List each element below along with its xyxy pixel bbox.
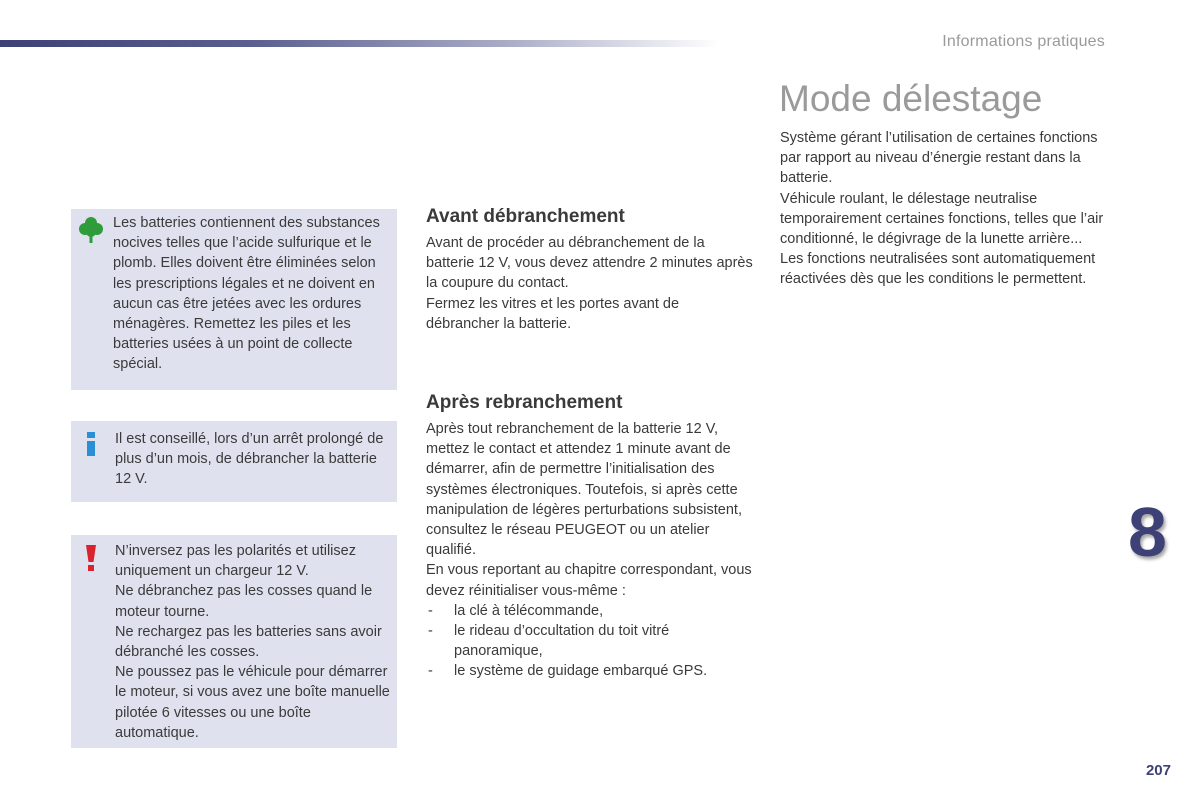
mode-title: Mode délestage: [779, 78, 1043, 119]
info-icon: [84, 431, 98, 462]
avant-title: Avant débranchement: [426, 206, 625, 227]
page-number: 207: [1145, 762, 1171, 779]
list-dash: -: [428, 602, 433, 619]
list-item-text: le rideau d’occultation du toit vitré panoramique,: [454, 623, 670, 660]
apres-paragraph: En vous reportant au chapitre correspondant, vous devez réinitialiser vous-même :: [426, 562, 752, 599]
list-item: [426, 621, 756, 661]
list-dash: -: [428, 623, 433, 640]
warning-line: Ne rechargez pas les batteries sans avoir débranché les cosses.: [115, 623, 382, 661]
apres-paragraph: Après tout rebranchement de la batterie 12 V, mettez le contact et attendez 1 minute avant de démarrer, afin de permettre l’initialisation des systèmes électroniques. Toutefois, si après cette manipulation de légères perturbations subsistent, consultez le réseau PEUGEOT ou un atelier qualifié.: [426, 421, 742, 559]
exclamation-icon: [84, 544, 98, 577]
warning-note: [71, 535, 397, 748]
mode-paragraph: Véhicule roulant, le délestage neutralise temporairement certaines fonctions, telles que l’air conditionné, le dégivrage de la lunette arrière...: [780, 190, 1104, 248]
apres-body: [426, 419, 756, 682]
avant-paragraph: Fermez les vitres et les portes avant de débrancher la batterie.: [426, 295, 680, 332]
header-bar: [0, 40, 720, 47]
list-item-text: la clé à télécommande,: [454, 602, 604, 619]
chapter-number: 8: [1128, 493, 1167, 571]
environment-note-text: Les batteries contiennent des substances nocives telles que l’acide sulfurique et le plomb. Elles doivent être éliminées selon les prescriptions légales et ne doivent en aucun cas être jetées avec les ordures ménagères. Remettez les piles et les batteries usées à un point de collecte spécial.: [113, 215, 380, 373]
list-item-text: le système de guidage embarqué GPS.: [454, 663, 708, 680]
list-item: [426, 601, 756, 621]
warning-line: Ne poussez pas le véhicule pour démarrer le moteur, si vous avez une boîte manuelle pilotée 6 vitesses ou une boîte automatique.: [115, 664, 390, 741]
warning-line: Ne débranchez pas les cosses quand le moteur tourne.: [115, 583, 373, 620]
info-note: [71, 421, 397, 502]
apres-title: Après rebranchement: [426, 392, 623, 413]
mode-body: [780, 128, 1110, 290]
tree-icon: [79, 215, 103, 250]
avant-paragraph: Avant de procéder au débranchement de la batterie 12 V, vous devez attendre 2 minutes après la coupure du contact.: [426, 235, 753, 292]
list-dash: -: [428, 663, 433, 680]
info-note-text: Il est conseillé, lors d’un arrêt prolongé de plus d’un mois, de débrancher la batterie 12 V.: [115, 431, 384, 488]
header-title: Informations pratiques: [942, 33, 1105, 50]
avant-body: [426, 233, 756, 334]
list-item: [426, 661, 756, 681]
environment-note: [71, 209, 397, 390]
mode-paragraph: Les fonctions neutralisées sont automatiquement réactivées dès que les conditions le permettent.: [780, 251, 1096, 288]
mode-paragraph: Système gérant l’utilisation de certaines fonctions par rapport au niveau d’énergie restant dans la batterie.: [780, 130, 1098, 187]
warning-line: N’inversez pas les polarités et utilisez uniquement un chargeur 12 V.: [115, 543, 356, 580]
